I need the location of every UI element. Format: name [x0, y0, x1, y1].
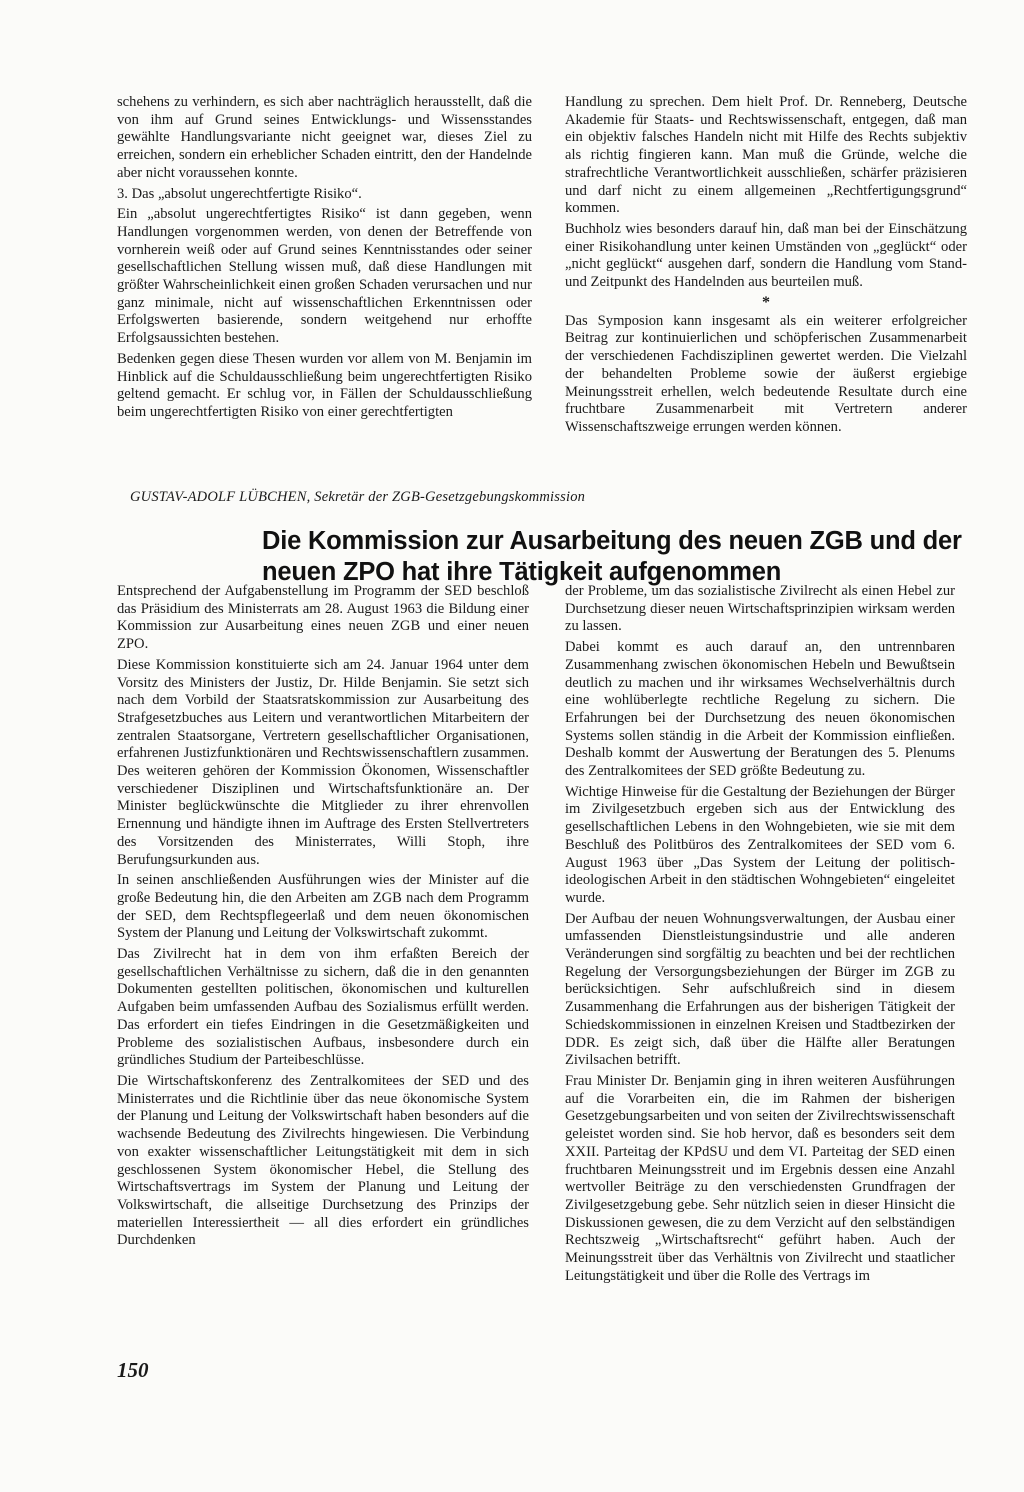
paragraph: Handlung zu sprechen. Dem hielt Prof. Dr. Renneberg, Deutsche Akademie für Staats- und Rechtswissenschaft, entgegen, daß man ein objektiv falsches Handeln nicht mit Hilfe des Rechts subjektiv als richtig fingieren kann. Man muß die Gründe, welche die strafrechtliche Verantwortlichkeit ausschließen, schärfer präzisieren und darf nicht zu einem allgemeinen „Rechtfertigungsgrund“ kommen.: [565, 94, 967, 217]
section-separator: *: [762, 293, 770, 311]
paragraph: Diese Kommission konstituierte sich am 24. Januar 1964 unter dem Vorsitz des Ministers der Justiz, Dr. Hilde Benjamin. Sie setzt sich nach dem Vorbild der Staatsratskommission zur Ausarbeitung des Strafgesetzbuches aus Leitern und verantwortlichen Mitarbeitern der zentralen Staatsorgane, Vertretern gesellschaftlicher Organisationen, erfahrenen Justizfunktionären und Rechtswissenschaftlern zusammen. Des weiteren gehören der Kommission Ökonomen, Wissenschaftler verschiedener Disziplinen und Wirtschaftsfunktionäre an. Der Minister beglückwünschte die Mitglieder zu ihrer ehrenvollen Ernennung und händigte ihnen im Auftrage des Ersten Stellvertreters des Vorsitzenden des Ministerrates, Willi Stoph, ihre Berufungsurkunden aus.: [117, 656, 529, 868]
paragraph: Bedenken gegen diese Thesen wurden vor allem von M. Benjamin im Hinblick auf die Schuldausschließung beim ungerechtfertigten Risiko geltend gemacht. Er schlug vor, in Fällen der Schuldausschließung beim ungerechtfertigten Risiko von einer gerechtfertigten: [117, 350, 532, 420]
author-byline: GUSTAV-ADOLF LÜBCHEN, Sekretär der ZGB-Gesetzgebungskommission: [130, 489, 586, 505]
page-number: 150: [117, 1358, 149, 1382]
paragraph: schehens zu verhindern, es sich aber nachträglich herausstellt, daß die von ihm auf Grund seines Entwicklungs- und Wissensstandes gewählte Handlungsvariante nicht geeignet war, dieses Ziel zu erreichen, sondern ein erheblicher Schaden eintritt, den der Handelnde aber nicht voraussehen konnte.: [117, 94, 532, 181]
paragraph: Das Zivilrecht hat in dem von ihm erfaßten Bereich der gesellschaftlichen Verhältnisse zu sichern, daß die in den genannten Dokumenten gestellten politischen, ökonomischen und kulturellen Aufgaben beim umfassenden Aufbau des Sozialismus erfüllt werden. Das erfordert ein tiefes Eindringen in die Gesetzmäßigkeiten und Probleme des sozialistischen Aufbaus, insbesondere durch ein gründliches Studium der Parteibeschlüsse.: [117, 946, 529, 1069]
paragraph: Entsprechend der Aufgabenstellung im Programm der SED beschloß das Präsidium des Ministerrats am 28. August 1963 die Bildung einer Kommission zur Ausarbeitung eines neuen ZGB und einer neuen ZPO.: [117, 583, 529, 653]
paragraph: Die Wirtschaftskonferenz des Zentralkomitees der SED und des Ministerrates und die Richtlinie über das neue ökonomische System der Planung und Leitung der Volkswirtschaft haben besonders auf die wachsende Bedeutung des Zivilrechts hingewiesen. Die Verbindung von exakter wissenschaftlicher Leitungstätigkeit mit dem in sich geschlossenen System ökonomischer Hebel, die Stellung des Wirtschaftsvertrags im System der Planung und Leitung der Volkswirtschaft, die allseitige Durchsetzung des Prinzips der materiellen Interessiertheit — all dies erfordert ein gründliches Durchdenken: [117, 1072, 529, 1249]
column-bottom-left: [117, 583, 529, 1253]
article-headline: Die Kommission zur Ausarbeitung des neuen ZGB und der neuen ZPO hat ihre Tätigkeit aufgenommen: [262, 527, 962, 586]
paragraph: Frau Minister Dr. Benjamin ging in ihren weiteren Ausführungen auf die Vorarbeiten ein, die im Rahmen der bisherigen Gesetzgebungsarbeiten und von seiten der Zivilrechtswissenschaft geleistet worden sind. Sie hob hervor, daß es besonders seit dem XXII. Parteitag der KPdSU und dem VI. Parteitag der SED einen fruchtbaren Meinungsstreit und im Ergebnis dessen eine Anzahl wertvoller Beiträge zu den verschiedensten Grundfragen der Zivilgesetzgebung gebe. Sehr nützlich seien in dieser Hinsicht die Diskussionen gewesen, die zu dem Verzicht auf den selbständigen Rechtszweig „Wirtschaftsrecht“ geführt haben. Auch der Meinungsstreit über das Verhältnis von Zivilrecht und staatlicher Leitungstätigkeit und über die Rolle des Vertrags im: [565, 1072, 955, 1284]
paragraph: 3. Das „absolut ungerechtfertigte Risiko“.: [117, 185, 362, 202]
column-top-right: [565, 94, 967, 440]
paragraph: Ein „absolut ungerechtfertigtes Risiko“ ist dann gegeben, wenn Handlungen vorgenommen werden, von denen der Betreffende von vornherein weiß oder auf Grund seines Kenntnisstandes oder seiner gesellschaftlichen Stellung wissen muß, daß diese Handlungen mit größter Wahrscheinlichkeit einen großen Schaden verursachen und nur ganz minimale, nicht auf wissenschaftlichen Erkenntnissen oder Erfolgswerten basierende, sondern weitgehend nur erhoffte Erfolgsaussichten bestehen.: [117, 206, 532, 347]
paragraph: der Probleme, um das sozialistische Zivilrecht als einen Hebel zur Durchsetzung dieser neuen Wirtschaftsprinzipien wirksam werden zu lassen.: [565, 583, 955, 635]
column-top-left: [117, 94, 532, 425]
paragraph: Wichtige Hinweise für die Gestaltung der Beziehungen der Bürger im Zivilgesetzbuch ergeben sich aus der Entwicklung des gesellschaftlichen Lebens in den Wohngebieten, wie sie mit dem Beschluß des Politbüros des Zentralkomitees der SED vom 6. August 1963 über „Das System der Leitung der politisch-ideologischen Arbeit in den städtischen Wohngebieten“ eingeleitet wurde.: [565, 783, 955, 906]
paragraph: Buchholz wies besonders darauf hin, daß man bei der Einschätzung einer Risikohandlung unter keinen Umständen von „geglückt“ oder „nicht geglückt“ ausgehen darf, sondern die Handlung vom Stand- und Zeitpunkt des Handelnden aus beurteilen muß.: [565, 220, 967, 291]
paragraph: In seinen anschließenden Ausführungen wies der Minister auf die große Bedeutung hin, die den Arbeiten am ZGB nach dem Programm der SED, dem Rechtspflegeerlaß und dem neuen ökonomischen System der Planung und Leitung der Volkswirtschaft zukommt.: [117, 872, 529, 942]
paragraph: Dabei kommt es auch darauf an, den untrennbaren Zusammenhang zwischen ökonomischen Hebeln und Bewußtsein deutlich zu machen und ihr wirksames Wechselverhältnis durch eine wohlüberlegte rechtliche Regelung zu sichern. Die Erfahrungen bei der Durchsetzung des neuen ökonomischen Systems sollen ständig in die Arbeit der Kommission einfließen. Deshalb kommt der Auswertung der Beratungen des 5. Plenums des Zentralkomitees der SED größte Bedeutung zu.: [565, 639, 955, 780]
paragraph: Der Aufbau der neuen Wohnungsverwaltungen, der Ausbau einer umfassenden Dienstleistungsindustrie und alle anderen Veränderungen sind sorgfältig zu beachten und bei der rechtlichen Regelung der Versorgungsbeziehungen der Bürger im ZGB zu berücksichtigen. Sehr aufschlußreich sind in diesem Zusammenhang die Erfahrungen aus der bisherigen Tätigkeit der Schiedskommissionen in einzelnen Kreisen und Stadtbezirken der DDR. Es zeigt sich, daß über die Hälfte aller Beratungen Zivilsachen betrifft.: [565, 910, 955, 1069]
paragraph: Das Symposion kann insgesamt als ein weiterer erfolgreicher Beitrag zur kontinuierlichen und schöpferischen Zusammenarbeit der verschiedenen Fachdisziplinen gewertet werden. Die Vielzahl der behandelten Probleme sowie der äußerst ergiebige Meinungsstreit erhellen, welch bedeutende Resultate durch eine fruchtbare Zusammenarbeit mit Vertretern anderer Wissenschaftszweige errungen werden können.: [565, 312, 967, 435]
column-bottom-right: [565, 583, 955, 1288]
